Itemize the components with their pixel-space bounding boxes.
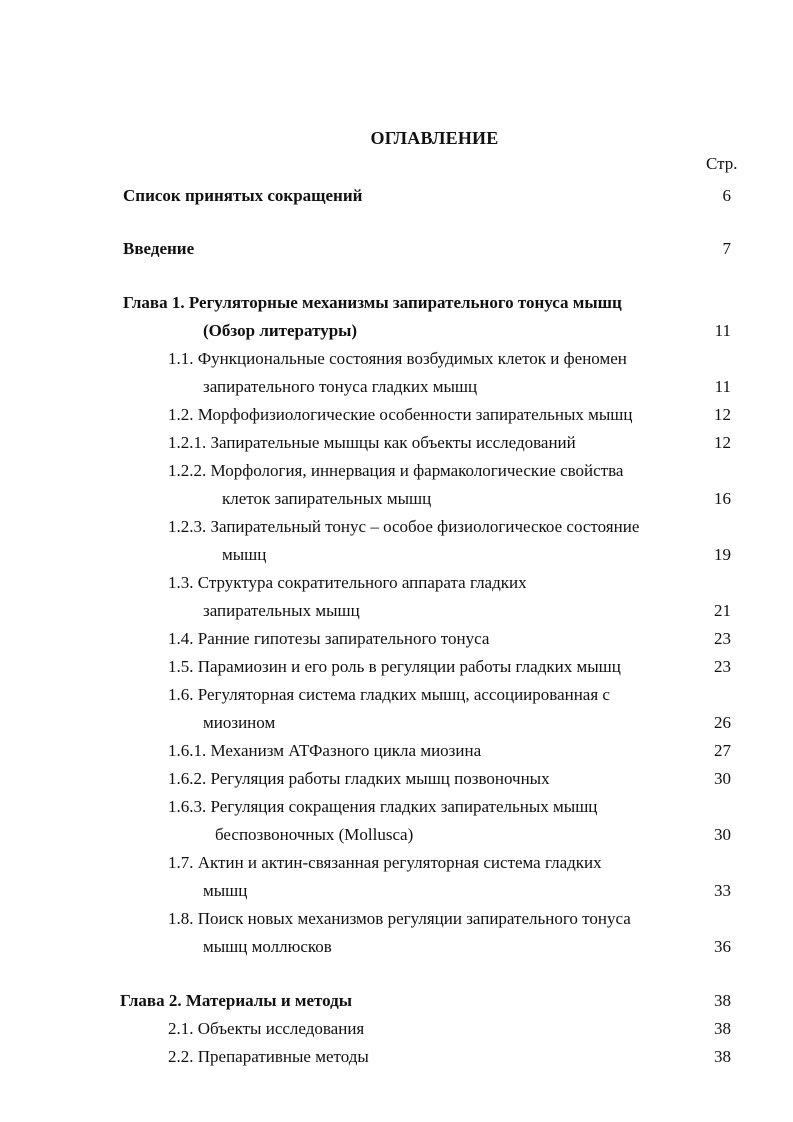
toc-page-number: 12 [714,405,731,424]
toc-entry-1-2-2: 1.2.2. Морфология, иннервация и фармакологические свойства [168,461,624,480]
toc-page-number: 19 [714,545,731,564]
toc-entry-1-6-continuation: миозином [203,713,276,732]
toc-entry-1-5: 1.5. Парамиозин и его роль в регуляции работы гладких мышц [168,657,621,676]
toc-entry-1-7-continuation: мышц [203,881,248,900]
toc-page-number: 38 [714,1019,731,1038]
toc-entry-1-6-3: 1.6.3. Регуляция сокращения гладких запирательных мышц [168,797,598,816]
toc-entry-1-8-continuation: мышц моллюсков [203,937,332,956]
toc-entry-abbreviations: Список принятых сокращений [123,186,363,205]
toc-page-number: 30 [714,825,731,844]
toc-entry-1-6-2: 1.6.2. Регуляция работы гладких мышц позвоночных [168,769,550,788]
toc-entry-1-3: 1.3. Структура сократительного аппарата гладких [168,573,527,592]
toc-page-number: 16 [714,489,731,508]
toc-entry-1-2-3-continuation: мышц [222,545,267,564]
toc-entry-1-2-1: 1.2.1. Запирательные мышцы как объекты исследований [168,433,576,452]
toc-page-number: 30 [714,769,731,788]
toc-entry-1-6: 1.6. Регуляторная система гладких мышц, ассоциированная с [168,685,610,704]
toc-page-number: 38 [714,1047,731,1066]
toc-entry-1-2-3: 1.2.3. Запирательный тонус – особое физиологическое состояние [168,517,640,536]
toc-page-number: 38 [714,991,731,1010]
toc-entry-1-2-2-continuation: клеток запирательных мышц [222,489,432,508]
toc-page-number: 23 [714,657,731,676]
toc-page-number: 27 [714,741,731,760]
toc-entry-2-1: 2.1. Объекты исследования [168,1019,365,1038]
toc-page-number: 26 [714,713,731,732]
toc-entry-2-2: 2.2. Препаративные методы [168,1047,369,1066]
toc-page-number: 33 [714,881,731,900]
toc-page-number: 21 [714,601,731,620]
toc-page-number: 6 [722,186,731,205]
toc-entry-1-3-continuation: запирательных мышц [203,601,360,620]
page-title: ОГЛАВЛЕНИЕ [370,128,499,148]
page-column-label: Стр. [706,154,738,173]
toc-entry-1-6-3-continuation: беспозвоночных (Mollusca) [215,825,414,844]
toc-entry-1-7: 1.7. Актин и актин-связанная регуляторная система гладких [168,853,602,872]
toc-entry-chapter-1-continuation: (Обзор литературы) [203,321,358,340]
toc-page-number: 11 [714,321,731,340]
toc-entry-1-1: 1.1. Функциональные состояния возбудимых клеток и феномен [168,349,627,368]
toc-entry-1-1-continuation: запирательного тонуса гладких мышц [203,377,478,396]
toc-entry-1-2: 1.2. Морфофизиологические особенности запирательных мышц [168,405,633,424]
toc-page-number: 36 [714,937,731,956]
toc-entry-chapter-1: Глава 1. Регуляторные механизмы запирательного тонуса мышц [123,293,622,312]
toc-entry-1-6-1: 1.6.1. Механизм АТФазного цикла миозина [168,741,482,760]
toc-entry-introduction: Введение [123,239,195,258]
toc-page-number: 7 [722,239,731,258]
toc-page-number: 12 [714,433,731,452]
toc-page-number: 23 [714,629,731,648]
toc-entry-chapter-2: Глава 2. Материалы и методы [120,991,353,1010]
toc-entry-1-4: 1.4. Ранние гипотезы запирательного тонуса [168,629,490,648]
toc-page-number: 11 [714,377,731,396]
toc-entry-1-8: 1.8. Поиск новых механизмов регуляции запирательного тонуса [168,909,631,928]
